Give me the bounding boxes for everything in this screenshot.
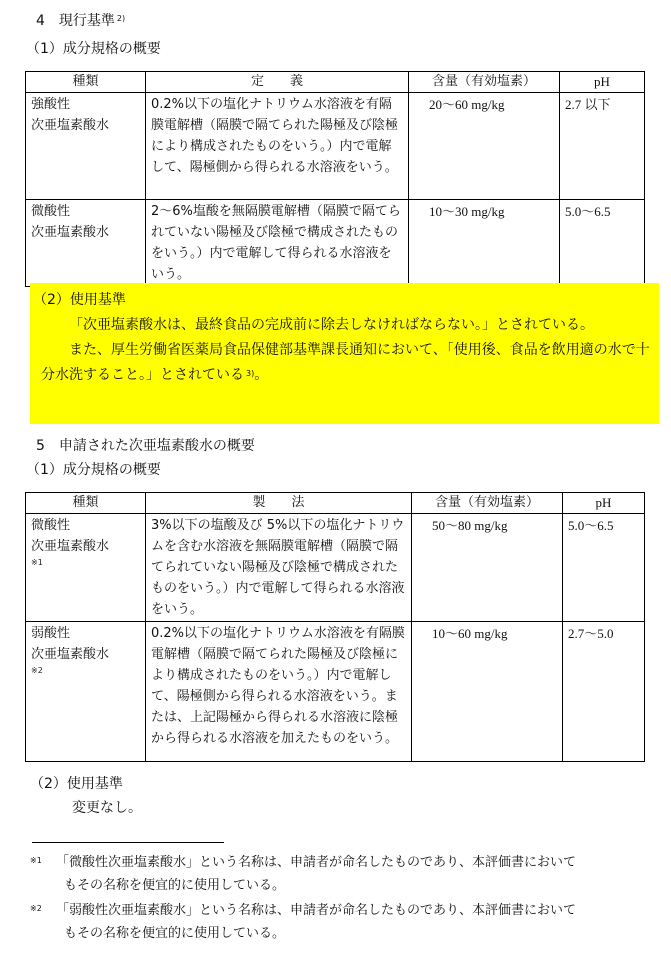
reference-3[interactable]: 3) (246, 369, 255, 378)
cell-ph: 5.0〜6.5 (563, 514, 645, 622)
type-line1: 強酸性 (31, 97, 71, 112)
footnote-2-line1: 「弱酸性次亜塩素酸水」という名称は、申請者が命名したものであり、本評価書において (56, 903, 577, 918)
current-standard-table (25, 71, 645, 287)
col-header-type: 種類 (26, 493, 146, 514)
cell-content: 10〜30 mg/kg (409, 200, 560, 287)
cell-type (26, 514, 146, 622)
cell-ph: 5.0〜6.5 (560, 200, 645, 287)
usage-standard-para2-end: 。 (254, 367, 269, 383)
cell-ph: 2.7 以下 (560, 93, 645, 200)
cell-type (26, 93, 146, 200)
type-line2: 次亜塩素酸水 (31, 118, 110, 133)
type-line2: 次亜塩素酸水 (31, 539, 110, 554)
footnote-1 (30, 851, 670, 897)
cell-method: 3%以下の塩酸及び 5%以下の塩化ナトリウムを含む水溶液を無隔膜電解槽（隔膜で隔てられていない陽極及び陰極で構成されたものをいう。）内で電解して得られる水溶液をいう。 (146, 514, 412, 622)
usage-standard-para1: 「次亜塩素酸水は、最終食品の完成前に除去しなければならない。」とされている。 (69, 317, 594, 333)
usage-standard-para2-text: また、厚生労働省医薬局食品保健部基準課長通知において、「使用後、食品を飲用適の水で十分水洗すること。」とされている (41, 342, 650, 383)
table-row (26, 622, 645, 762)
footnote-2-line2: もその名称を便宜的に使用している。 (64, 926, 286, 941)
table-row (26, 514, 645, 622)
section-4-heading-text: 4 現行基準 (36, 13, 115, 29)
footnote-2-mark: ※2 (30, 904, 42, 913)
section-4-sub2-heading: （2）使用基準 (33, 292, 126, 308)
footnote-2 (30, 899, 670, 945)
usage-standard-block (33, 289, 655, 388)
footnote-ref-2[interactable]: ※2 (31, 666, 43, 675)
section-5-sub2-heading: （2）使用基準 (30, 776, 123, 792)
type-line2: 次亜塩素酸水 (31, 225, 110, 240)
type-line2: 次亜塩素酸水 (31, 647, 110, 662)
footnote-1-line1: 「微酸性次亜塩素酸水」という名称は、申請者が命名したものであり、本評価書において (56, 855, 577, 870)
footnote-1-mark: ※1 (30, 856, 42, 865)
col-header-ph: pH (563, 493, 645, 514)
cell-content: 10〜60 mg/kg (412, 622, 563, 762)
section-4-heading (36, 12, 125, 30)
cell-type (26, 200, 146, 287)
usage-standard-para2 (33, 338, 655, 388)
footnote-ref-1[interactable]: ※1 (31, 558, 43, 567)
table-row (26, 93, 645, 200)
reference-2[interactable]: 2) (116, 14, 126, 23)
cell-content: 50〜80 mg/kg (412, 514, 563, 622)
col-header-content: 含量（有効塩素） (409, 72, 560, 93)
footnote-divider (32, 842, 224, 843)
cell-type (26, 622, 146, 762)
section-5-sub1-heading: （1）成分規格の概要 (26, 462, 161, 478)
col-header-definition: 定 義 (146, 72, 409, 93)
cell-definition: 0.2%以下の塩化ナトリウム水溶液を有隔膜電解槽（隔膜で隔てられた陽極及び陰極により構成されたものをいう。）内で電解して、陽極側から得られる水溶液をいう。 (146, 93, 409, 200)
table-header-row (26, 493, 645, 514)
footnote-1-line2: もその名称を便宜的に使用している。 (64, 878, 286, 893)
col-header-method: 製 法 (146, 493, 412, 514)
cell-content: 20〜60 mg/kg (409, 93, 560, 200)
applied-product-table (25, 492, 645, 762)
section-5-sub2-text: 変更なし。 (72, 800, 142, 816)
table-header-row (26, 72, 645, 93)
cell-definition: 2〜6%塩酸を無隔膜電解槽（隔膜で隔てられていない陽極及び陰極で構成されたものをいう。）内で電解して得られる水溶液をいう。 (146, 200, 409, 287)
section-5-heading: 5 申請された次亜塩素酸水の概要 (36, 438, 255, 454)
col-header-content: 含量（有効塩素） (412, 493, 563, 514)
cell-ph: 2.7〜5.0 (563, 622, 645, 762)
table-row (26, 200, 645, 287)
col-header-ph: pH (560, 72, 645, 93)
type-line1: 微酸性 (31, 204, 71, 219)
section-4-sub1-heading: （1）成分規格の概要 (26, 41, 161, 57)
type-line1: 弱酸性 (31, 626, 71, 641)
col-header-type: 種類 (26, 72, 146, 93)
cell-method: 0.2%以下の塩化ナトリウム水溶液を有隔膜電解槽（隔膜で隔てられた陽極及び陰極により構成されたものをいう。）内で電解して、陽極側から得られる水溶液をいう。または、上記陽極から得られる水溶液に陰極から得られる水溶液を加えたものをいう。 (146, 622, 412, 762)
type-line1: 微酸性 (31, 518, 71, 533)
